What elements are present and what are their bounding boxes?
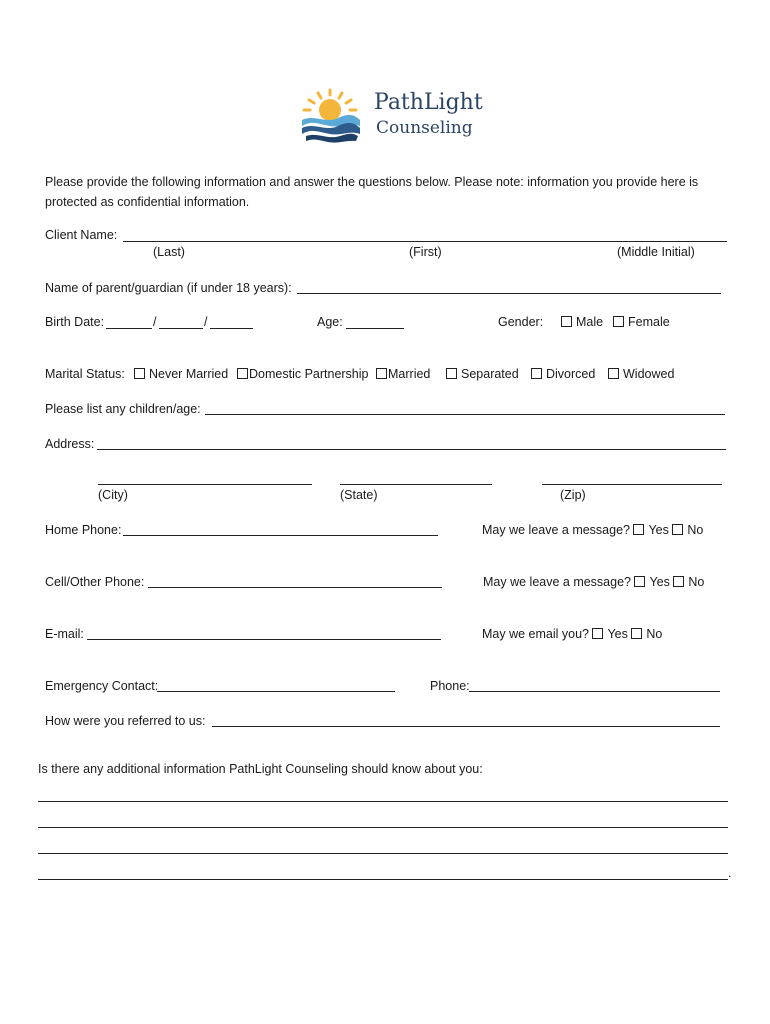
never-married-checkbox[interactable]: [134, 368, 145, 379]
email-no-checkbox[interactable]: [631, 628, 642, 639]
additional-info-line-4[interactable]: [38, 879, 728, 880]
state-caption: (State): [340, 488, 378, 502]
additional-info-line-2[interactable]: [38, 827, 728, 828]
additional-info-line-1[interactable]: [38, 801, 728, 802]
client-first-caption: (First): [409, 245, 442, 259]
address-label: Address:: [45, 437, 95, 451]
male-checkbox[interactable]: [561, 316, 572, 327]
divorced-label: Divorced: [546, 367, 596, 381]
female-checkbox[interactable]: [613, 316, 624, 327]
home-phone-question-text: May we leave a message?: [482, 523, 630, 537]
age-label: Age:: [317, 315, 343, 329]
cell-phone-yes-checkbox[interactable]: [634, 576, 645, 587]
email-field[interactable]: [87, 639, 441, 640]
logo: [298, 86, 483, 150]
emergency-phone-label: Phone:: [430, 679, 470, 693]
state-field[interactable]: [340, 484, 492, 485]
birth-date-label: Birth Date:: [45, 315, 105, 329]
home-phone-label: Home Phone:: [45, 523, 122, 537]
client-name-field[interactable]: [123, 241, 727, 242]
city-caption: (City): [98, 488, 128, 502]
email-label: E-mail:: [45, 627, 84, 641]
emergency-contact-field[interactable]: [157, 691, 395, 692]
logo-name-line1: PathLight: [374, 90, 483, 115]
additional-info-question: Is there any additional information PathLight Counseling should know about you:: [38, 762, 483, 776]
widowed-checkbox[interactable]: [608, 368, 619, 379]
address-field[interactable]: [97, 449, 726, 450]
domestic-partnership-label: Domestic Partnership: [249, 367, 369, 381]
female-label: Female: [628, 315, 670, 329]
client-middle-caption: (Middle Initial): [617, 245, 695, 259]
referral-label: How were you referred to us:: [45, 714, 206, 728]
referral-field[interactable]: [212, 726, 720, 727]
email-yes-checkbox[interactable]: [592, 628, 603, 639]
guardian-label: Name of parent/guardian (if under 18 years):: [45, 281, 292, 295]
cell-phone-no-checkbox[interactable]: [673, 576, 684, 587]
gender-option-male[interactable]: [561, 315, 603, 329]
birth-day-field[interactable]: [159, 328, 203, 329]
marital-option-domestic-partnership[interactable]: [237, 367, 369, 381]
additional-info-end-period: .: [728, 866, 732, 880]
emergency-phone-field[interactable]: [469, 691, 720, 692]
marital-option-married[interactable]: [376, 367, 430, 381]
never-married-label: Never Married: [149, 367, 229, 381]
guardian-field[interactable]: [297, 293, 721, 294]
divorced-checkbox[interactable]: [531, 368, 542, 379]
email-question-text: May we email you?: [482, 627, 589, 641]
married-label: Married: [388, 367, 431, 381]
domestic-partnership-checkbox[interactable]: [237, 368, 248, 379]
client-name-label: Client Name:: [45, 228, 118, 242]
age-field[interactable]: [346, 328, 404, 329]
married-checkbox[interactable]: [376, 368, 387, 379]
home-phone-no-checkbox[interactable]: [672, 524, 683, 535]
birth-year-field[interactable]: [210, 328, 253, 329]
cell-phone-label: Cell/Other Phone:: [45, 575, 145, 589]
home-phone-field[interactable]: [123, 535, 438, 536]
home-phone-message-question: [482, 523, 703, 537]
email-yes-label: Yes: [607, 627, 628, 641]
marital-option-widowed[interactable]: [608, 367, 674, 381]
marital-option-divorced[interactable]: [531, 367, 595, 381]
cell-phone-question-text: May we leave a message?: [483, 575, 631, 589]
city-field[interactable]: [98, 484, 312, 485]
cell-phone-message-question: [483, 575, 704, 589]
zip-caption: (Zip): [560, 488, 586, 502]
cell-phone-no-label: No: [688, 575, 705, 589]
separated-checkbox[interactable]: [446, 368, 457, 379]
sun-waves-logo-icon: [298, 86, 362, 150]
home-phone-yes-checkbox[interactable]: [633, 524, 644, 535]
intro-line-1: Please provide the following information and answer the questions below. Please note: information you provide here is: [45, 175, 699, 189]
marital-status-label: Marital Status:: [45, 367, 125, 381]
birth-date-separator-1: /: [153, 315, 157, 329]
cell-phone-yes-label: Yes: [649, 575, 670, 589]
client-last-caption: (Last): [153, 245, 185, 259]
gender-option-female[interactable]: [613, 315, 670, 329]
birth-date-separator-2: /: [204, 315, 208, 329]
email-no-label: No: [646, 627, 663, 641]
marital-option-never-married[interactable]: [134, 367, 228, 381]
email-question: [482, 627, 662, 641]
home-phone-yes-label: Yes: [648, 523, 669, 537]
birth-month-field[interactable]: [106, 328, 152, 329]
children-field[interactable]: [205, 414, 725, 415]
male-label: Male: [576, 315, 604, 329]
emergency-contact-label: Emergency Contact:: [45, 679, 159, 693]
intro-line-2: protected as confidential information.: [45, 195, 250, 209]
logo-name-line2: Counseling: [376, 118, 473, 138]
marital-option-separated[interactable]: [446, 367, 519, 381]
zip-field[interactable]: [542, 484, 722, 485]
additional-info-line-3[interactable]: [38, 853, 728, 854]
home-phone-no-label: No: [687, 523, 704, 537]
children-label: Please list any children/age:: [45, 402, 201, 416]
gender-label: Gender:: [498, 315, 544, 329]
separated-label: Separated: [461, 367, 519, 381]
cell-phone-field[interactable]: [148, 587, 442, 588]
widowed-label: Widowed: [623, 367, 675, 381]
